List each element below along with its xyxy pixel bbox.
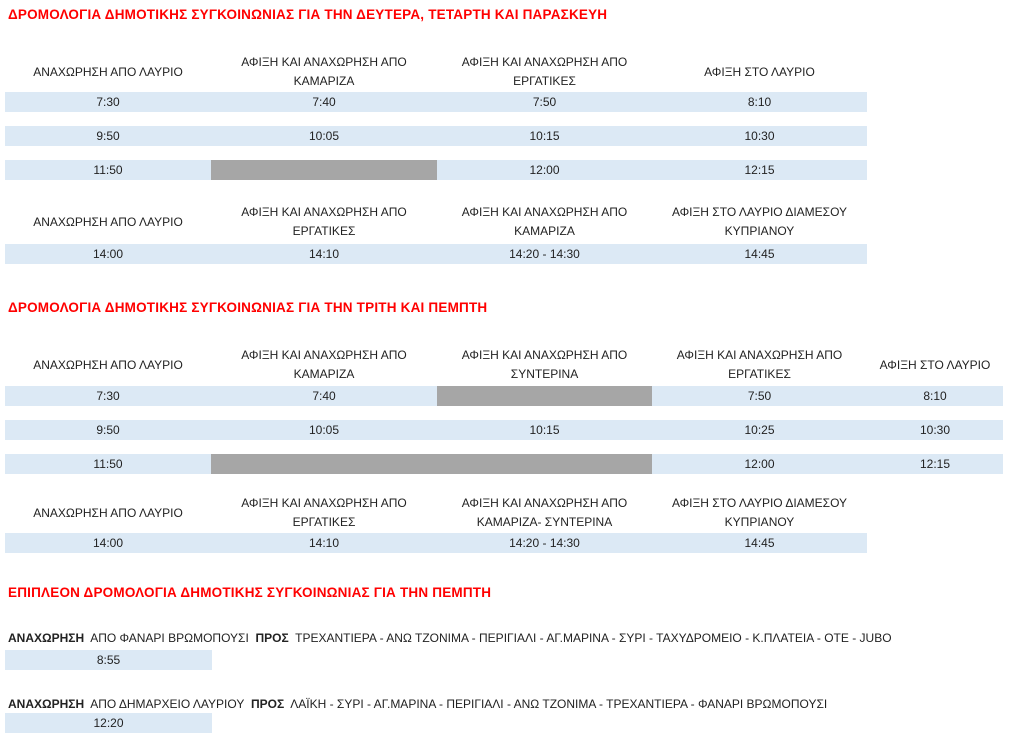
s2t1-r1-c4: 10:30 — [919, 423, 951, 437]
table-row — [5, 160, 867, 180]
route2-from: ΑΠΟ ΔΗΜΑΡΧΕΙΟ ΛΑΥΡΙΟΥ — [90, 697, 245, 711]
s1t2-r0-c0: 14:00 — [92, 247, 124, 261]
extra-route-2 — [8, 697, 827, 711]
s2t1-header-4: ΑΦΙΞΗ ΣΤΟ ΛΑΥΡΙΟ — [879, 357, 991, 372]
s1t1-r1-c2: 10:15 — [529, 129, 560, 143]
s2t1-r0-c2-blank — [437, 386, 652, 406]
table-row — [5, 244, 867, 264]
s1t1-header-2: ΑΦΙΞΗ ΚΑΙ ΑΝΑΧΩΡΗΣΗ ΑΠΟ ΕΡΓΑΤΙΚΕΣ — [461, 55, 628, 88]
s1t1-r1-c3: 10:30 — [744, 129, 775, 143]
route1-time: 8:55 — [5, 650, 212, 670]
s1t2-r0-c3: 14:45 — [744, 247, 775, 261]
s2t1-header-0: ΑΝΑΧΩΡΗΣΗ ΑΠΟ ΛΑΥΡΙΟ — [33, 357, 183, 372]
table-row — [5, 420, 1003, 440]
route2-to-label: ΠΡΟΣ — [251, 697, 285, 711]
s1t1-r0-c0: 7:30 — [96, 95, 120, 109]
s1t2-header-2: ΑΦΙΞΗ ΚΑΙ ΑΝΑΧΩΡΗΣΗ ΑΠΟ ΚΑΜΑΡΙΖΑ — [461, 205, 628, 238]
s1t1-header-3: ΑΦΙΞΗ ΣΤΟ ΛΑΥΡΙΟ — [704, 64, 815, 79]
table-row — [5, 533, 867, 553]
s2t1-r2-c1-c2-blank — [211, 454, 652, 474]
table-row — [5, 92, 867, 112]
s2t1-r1-c1: 10:05 — [308, 423, 340, 437]
s2t1-r2-c4: 12:15 — [919, 457, 951, 471]
s1t2-r0-c1: 14:10 — [308, 247, 340, 261]
s2t1-header-3: ΑΦΙΞΗ ΚΑΙ ΑΝΑΧΩΡΗΣΗ ΑΠΟ ΕΡΓΑΤΙΚΕΣ — [676, 348, 843, 381]
s2t2-r0-c0: 14:00 — [92, 536, 124, 550]
s2t1-header-2: ΑΦΙΞΗ ΚΑΙ ΑΝΑΧΩΡΗΣΗ ΑΠΟ ΣΥΝΤΕΡΙΝΑ — [461, 348, 628, 381]
extra-route-1 — [8, 631, 892, 645]
section3-title: ΕΠΙΠΛΕΟΝ ΔΡΟΜΟΛΟΓΙΑ ΔΗΜΟΤΙΚΗΣ ΣΥΓΚΟΙΝΩΝΙΑΣ ΓΙΑ ΤΗΝ ΠΕΜΠΤΗ — [8, 585, 492, 600]
s1t1-r0-c2: 7:50 — [532, 95, 557, 109]
s1t1-r1-c0: 9:50 — [96, 129, 120, 143]
s2t2-r0-c2: 14:20 - 14:30 — [509, 536, 580, 550]
s1t1-r2-c0: 11:50 — [93, 163, 123, 177]
s1t1-r0-c1: 7:40 — [312, 95, 336, 109]
s2t1-r1-c2: 10:15 — [529, 423, 560, 437]
table-row — [5, 386, 1003, 406]
table-row — [5, 126, 867, 146]
s1t1-r0-c3: 8:10 — [747, 95, 772, 109]
s2t1-header-1: ΑΦΙΞΗ ΚΑΙ ΑΝΑΧΩΡΗΣΗ ΑΠΟ ΚΑΜΑΡΙΖΑ — [241, 348, 407, 381]
s1t1-header-0: ΑΝΑΧΩΡΗΣΗ ΑΠΟ ΛΑΥΡΙΟ — [33, 64, 183, 79]
s2t1-r0-c3: 7:50 — [747, 389, 772, 403]
s2t1-r2-c0: 11:50 — [93, 457, 123, 471]
s1t2-header-3: ΑΦΙΞΗ ΣΤΟ ΛΑΥΡΙΟ ΔΙΑΜΕΣΟΥ ΚΥΠΡΙΑΝΟΥ — [671, 205, 848, 238]
route2-time: 12:20 — [5, 713, 212, 733]
s1t1-r2-c3: 12:15 — [744, 163, 775, 177]
s1t1-r2-c1-blank — [211, 160, 437, 180]
s2t2-header-3: ΑΦΙΞΗ ΣΤΟ ΛΑΥΡΙΟ ΔΙΑΜΕΣΟΥ ΚΥΠΡΙΑΝΟΥ — [671, 496, 848, 529]
s2t1-r1-c0: 9:50 — [96, 423, 120, 437]
s1t1-header-1: ΑΦΙΞΗ ΚΑΙ ΑΝΑΧΩΡΗΣΗ ΑΠΟ ΚΑΜΑΡΙΖΑ — [241, 55, 407, 88]
s2t1-r2-c3: 12:00 — [744, 457, 775, 471]
route1-departure-label: ΑΝΑΧΩΡΗΣΗ — [8, 631, 85, 645]
s2t2-r0-c1: 14:10 — [308, 536, 340, 550]
route1-from: ΑΠΟ ΦΑΝΑΡΙ ΒΡΩΜΟΠΟΥΣΙ — [90, 631, 249, 645]
s2t2-header-1: ΑΦΙΞΗ ΚΑΙ ΑΝΑΧΩΡΗΣΗ ΑΠΟ ΕΡΓΑΤΙΚΕΣ — [241, 496, 407, 529]
route2-stops: ΛΑΪΚΗ - ΣΥΡΙ - ΑΓ.ΜΑΡΙΝΑ - ΠΕΡΙΓΙΑΛΙ - ΑΝΩ ΤΖΟΝΙΜΑ - ΤΡΕΧΑΝΤΙΕΡΑ - ΦΑΝΑΡΙ ΒΡΩΜΟΠΟΥΣΙ — [290, 697, 828, 711]
route2-departure-label: ΑΝΑΧΩΡΗΣΗ — [8, 697, 85, 711]
route1-stops: ΤΡΕΧΑΝΤΙΕΡΑ - ΑΝΩ ΤΖΟΝΙΜΑ - ΠΕΡΙΓΙΑΛΙ - ΑΓ.ΜΑΡΙΝΑ - ΣΥΡΙ - ΤΑΧΥΔΡΟΜΕΙΟ - Κ.ΠΛΑΤΕΙΑ - ΟΤΕ - JUBO — [295, 631, 892, 645]
s2t1-r0-c1: 7:40 — [312, 389, 336, 403]
table-row — [5, 454, 1003, 474]
s1t2-r0-c2: 14:20 - 14:30 — [509, 247, 580, 261]
s1t1-r1-c1: 10:05 — [308, 129, 340, 143]
s2t1-r1-c3: 10:25 — [744, 423, 775, 437]
s2t1-r0-c0: 7:30 — [96, 389, 120, 403]
s2t2-header-2: ΑΦΙΞΗ ΚΑΙ ΑΝΑΧΩΡΗΣΗ ΑΠΟ ΚΑΜΑΡΙΖΑ- ΣΥΝΤΕΡΙΝΑ — [461, 496, 628, 529]
route1-to-label: ΠΡΟΣ — [255, 631, 289, 645]
s2t1-r0-c4: 8:10 — [923, 389, 947, 403]
s1t1-r2-c2: 12:00 — [529, 163, 560, 177]
s1t2-header-1: ΑΦΙΞΗ ΚΑΙ ΑΝΑΧΩΡΗΣΗ ΑΠΟ ΕΡΓΑΤΙΚΕΣ — [241, 205, 407, 238]
s2t2-r0-c3: 14:45 — [744, 536, 775, 550]
s2t2-header-0: ΑΝΑΧΩΡΗΣΗ ΑΠΟ ΛΑΥΡΙΟ — [33, 505, 183, 520]
section1-title: ΔΡΟΜΟΛΟΓΙΑ ΔΗΜΟΤΙΚΗΣ ΣΥΓΚΟΙΝΩΝΙΑΣ ΓΙΑ ΤΗΝ ΔΕΥΤΕΡΑ, ΤΕΤΑΡΤΗ ΚΑΙ ΠΑΡΑΣΚΕΥΗ — [8, 7, 608, 22]
section2-title: ΔΡΟΜΟΛΟΓΙΑ ΔΗΜΟΤΙΚΗΣ ΣΥΓΚΟΙΝΩΝΙΑΣ ΓΙΑ ΤΗΝ ΤΡΙΤΗ ΚΑΙ ΠΕΜΠΤΗ — [8, 300, 488, 315]
s1t2-header-0: ΑΝΑΧΩΡΗΣΗ ΑΠΟ ΛΑΥΡΙΟ — [33, 214, 183, 229]
